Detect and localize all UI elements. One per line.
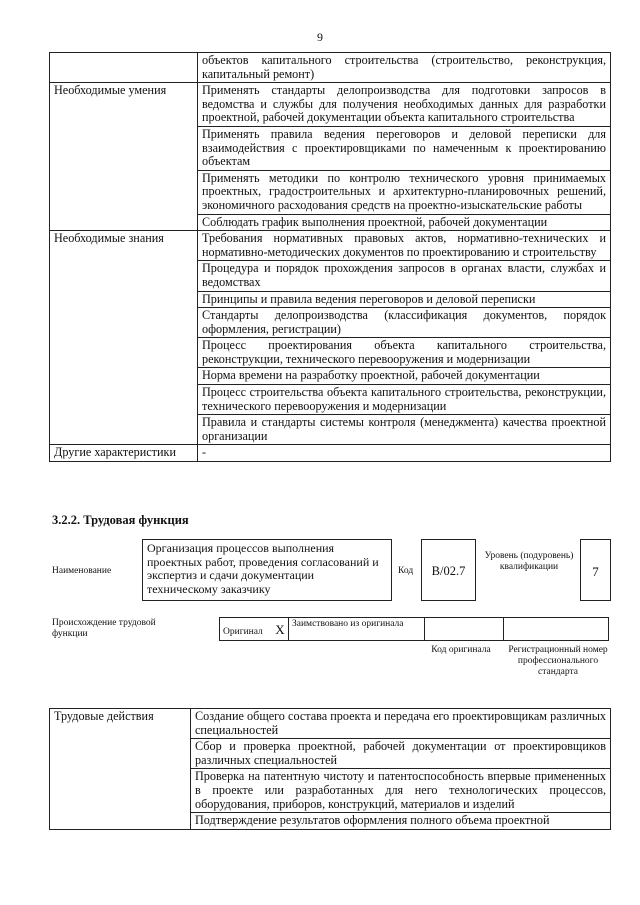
- code-label: Код: [398, 566, 414, 576]
- row-text: Сбор и проверка проектной, рабочей документации от проектировщиков различных специальностей: [191, 739, 611, 769]
- level-label: Уровень (подуровень) квалификации: [484, 551, 574, 572]
- knowledge-skills-table: [49, 52, 611, 462]
- function-name-value: Организация процессов выполнения проектных работ, проведения согласований и экспертиз и сдачи документации техническому заказчику: [142, 539, 392, 601]
- row-text: Проверка на патентную чистоту и патентоспособность впервые примененных в проекте или разработанных для него технологических процессов, оборудования, приборов, конструкций, материалов и изделий: [191, 769, 611, 813]
- row-text: Создание общего состава проекта и передача его проектировщикам различных специальностей: [191, 709, 611, 739]
- code-original-cell: [424, 617, 504, 641]
- row-text: Норма времени на разработку проектной, рабочей документации: [198, 368, 611, 385]
- row-text: -: [198, 445, 611, 462]
- table-row: [50, 53, 611, 83]
- row-label: Необходимые умения: [50, 83, 198, 231]
- row-text: Требования нормативных правовых актов, нормативно-технических и нормативно-методических документов по проектированию и строительству: [198, 231, 611, 261]
- original-mark: X: [275, 622, 285, 637]
- table-row: [50, 709, 611, 739]
- row-text: Правила и стандарты системы контроля (менеджмента) качества проектной организации: [198, 415, 611, 445]
- row-text: Подтверждение результатов оформления полного объема проектной: [191, 813, 611, 830]
- row-text: Принципы и правила ведения переговоров и деловой переписки: [198, 291, 611, 308]
- row-label: Другие характеристики: [50, 445, 198, 462]
- function-code-value: В/02.7: [421, 539, 476, 601]
- borrowed-cell: Заимствовано из оригинала: [288, 617, 425, 641]
- table-row: [50, 231, 611, 261]
- origin-label: Происхождение трудовой функции: [52, 618, 156, 639]
- row-label: Трудовые действия: [50, 709, 191, 830]
- reg-number-caption: Регистрационный номер профессионального стандарта: [508, 645, 608, 677]
- reg-number-cell: [503, 617, 609, 641]
- row-text: Процедура и порядок прохождения запросов в органах власти, службах и ведомствах: [198, 261, 611, 291]
- row-label: Необходимые знания: [50, 231, 198, 445]
- level-value: 7: [580, 539, 611, 601]
- row-label: [50, 53, 198, 83]
- original-cell: [219, 617, 289, 641]
- row-text: Применять правила ведения переговоров и деловой переписки для взаимодействия с проектировщиками по намеченным к проектированию объектам: [198, 126, 611, 170]
- row-text: Стандарты делопроизводства (классификация документов, порядок оформления, регистрации): [198, 308, 611, 338]
- row-text: Применять методики по контролю технического уровня принимаемых проектных, градостроительных и архитектурно-планировочных решений, экономичного расходования средств на проектно-изыскательские работы: [198, 170, 611, 214]
- code-original-caption: Код оригинала: [431, 645, 491, 655]
- labor-actions-table: [49, 708, 611, 830]
- table-row: [50, 445, 611, 462]
- row-text: Процесс проектирования объекта капитального строительства, реконструкции, технического перевооружения и модернизации: [198, 338, 611, 368]
- row-text: Применять стандарты делопроизводства для подготовки запросов в ведомства и службы для получения необходимых данных для разработки проектной, рабочей документации объекта капитального строительства: [198, 83, 611, 127]
- row-text: Соблюдать график выполнения проектной, рабочей документации: [198, 214, 611, 231]
- row-text: Процесс строительства объекта капитального строительства, реконструкции, технического перевооружения и модернизации: [198, 385, 611, 415]
- name-label: Наименование: [52, 566, 112, 576]
- page-number: 9: [317, 30, 323, 44]
- table-row: [50, 83, 611, 127]
- origin-row: [220, 617, 611, 641]
- original-label: Оригинал: [223, 627, 263, 637]
- section-title: 3.2.2. Трудовая функция: [52, 513, 189, 527]
- row-text: объектов капитального строительства (строительство, реконструкция, капитальный ремонт): [198, 53, 611, 83]
